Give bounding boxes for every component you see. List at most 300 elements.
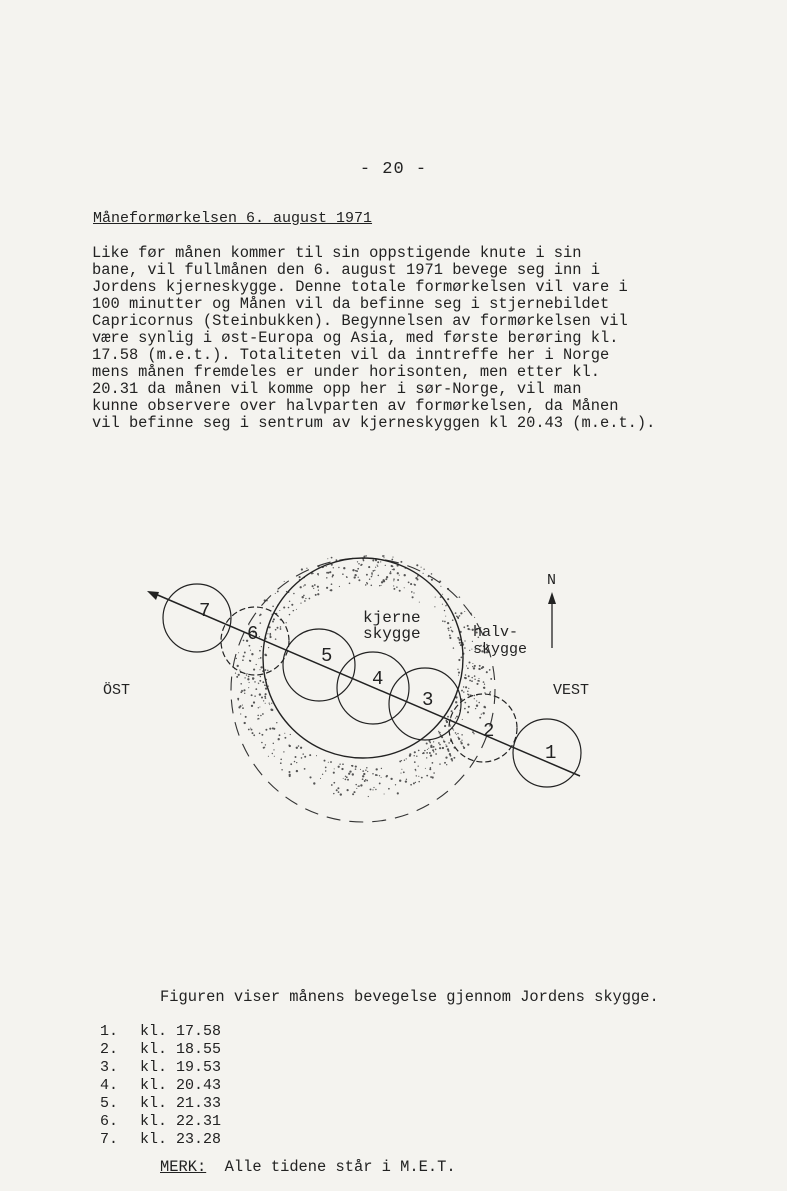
stipple-dot [465, 686, 467, 688]
stipple-dot [448, 750, 450, 752]
stipple-dot [365, 555, 367, 557]
stipple-dot [375, 789, 376, 790]
stipple-dot [345, 776, 346, 777]
stipple-dot [242, 659, 244, 661]
moon-label-7: 7 [199, 600, 211, 622]
umbra-circle [263, 558, 463, 758]
stipple-dot [376, 774, 378, 776]
stipple-dot [242, 690, 243, 691]
stipple-dot [249, 645, 251, 647]
stipple-dot [260, 676, 261, 677]
stipple-dot [345, 779, 347, 781]
stipple-dot [290, 734, 291, 735]
page-number: - 20 - [359, 160, 428, 179]
list-item-number: 5. [100, 1095, 119, 1112]
stipple-dot [430, 745, 432, 747]
stipple-dot [471, 680, 473, 682]
list-item-time: kl. 18.55 [140, 1041, 222, 1058]
stipple-dot [258, 707, 259, 708]
stipple-dot [235, 672, 236, 673]
stipple-dot [427, 749, 428, 750]
stipple-dot [467, 667, 469, 669]
eclipse-shadow-diagram [103, 548, 605, 823]
stipple-dot [463, 626, 465, 628]
stipple-dot [331, 784, 333, 786]
stipple-dot [362, 770, 364, 772]
stipple-dot [435, 749, 437, 751]
stipple-dot [331, 564, 333, 566]
stipple-dot [306, 568, 307, 569]
stipple-dot [442, 594, 443, 595]
stipple-dot [329, 571, 331, 573]
stipple-dot [392, 557, 393, 558]
stipple-dot [405, 780, 407, 782]
stipple-dot [474, 679, 475, 680]
stipple-dot [269, 728, 271, 730]
stipple-dot [264, 684, 266, 686]
stipple-dot [484, 684, 485, 685]
stipple-dot [284, 737, 286, 739]
stipple-dot [464, 647, 466, 649]
stipple-dot [259, 615, 260, 616]
stipple-dot [358, 563, 360, 565]
stipple-dot [259, 669, 260, 670]
stipple-dot [415, 577, 417, 579]
stipple-dot [446, 745, 448, 747]
stipple-dot [245, 716, 247, 718]
stipple-dot [403, 771, 405, 773]
stipple-dot [429, 768, 431, 770]
stipple-dot [399, 780, 401, 782]
stipple-dot [281, 769, 283, 771]
stipple-dot [313, 588, 314, 589]
stipple-dot [444, 725, 446, 727]
stipple-dot [334, 768, 335, 769]
stipple-dot [459, 596, 461, 598]
stipple-dot [332, 576, 334, 578]
stipple-dot [249, 682, 250, 683]
stipple-dot [418, 765, 419, 766]
stipple-dot [343, 778, 344, 779]
stipple-dot [457, 733, 458, 734]
stipple-dot [304, 756, 306, 758]
stipple-dot [457, 637, 459, 639]
stipple-dot [423, 752, 425, 754]
stipple-dot [370, 788, 372, 790]
stipple-dot [371, 576, 372, 577]
stipple-dot [348, 773, 350, 775]
stipple-dot [248, 687, 249, 688]
stipple-dot [430, 754, 432, 756]
stipple-dot [260, 666, 262, 668]
stipple-dot [248, 729, 250, 731]
stipple-dot [249, 660, 250, 661]
stipple-dot [434, 606, 435, 607]
stipple-dot [433, 741, 434, 742]
stipple-dot [260, 622, 262, 624]
stipple-dot [363, 556, 365, 558]
penumbra-label: skygge [473, 641, 528, 658]
stipple-dot [377, 561, 379, 563]
stipple-dot [481, 667, 483, 669]
stipple-dot [396, 586, 398, 588]
stipple-dot [439, 747, 441, 749]
stipple-dot [411, 591, 412, 592]
figure-caption: Figuren viser månens bevegelse gjennom Jordens skygge. [160, 988, 659, 1006]
stipple-dot [446, 764, 447, 765]
stipple-dot [257, 718, 258, 719]
stipple-dot [440, 734, 442, 736]
stipple-dot [476, 705, 478, 707]
stipple-dot [455, 717, 456, 718]
stipple-dot [314, 584, 316, 586]
list-item [100, 1041, 221, 1058]
stipple-dot [293, 610, 295, 612]
stipple-dot [445, 605, 446, 606]
stipple-dot [385, 565, 386, 566]
stipple-dot [447, 716, 449, 718]
stipple-dot [261, 734, 263, 736]
stipple-dot [257, 715, 259, 717]
stipple-dot [272, 621, 274, 623]
stipple-dot [333, 782, 335, 784]
stipple-dot [302, 753, 303, 754]
stipple-dot [317, 573, 319, 575]
stipple-dot [431, 746, 433, 748]
stipple-dot [360, 769, 361, 770]
stipple-dot [470, 629, 471, 630]
stipple-dot [363, 560, 365, 562]
list-item-time: kl. 23.28 [140, 1131, 222, 1148]
stipple-dot [442, 604, 443, 605]
stipple-dot [468, 694, 470, 696]
stipple-dot [280, 762, 282, 764]
stipple-dot [338, 791, 340, 793]
stipple-dot [474, 695, 475, 696]
stipple-dot [457, 616, 459, 618]
stipple-dot [435, 597, 436, 598]
stipple-dot [472, 731, 474, 733]
stipple-dot [264, 654, 266, 656]
stipple-dot [385, 578, 387, 580]
stipple-dot [352, 569, 354, 571]
body-line: Jordens kjerneskygge. Denne totale formørkelsen vil vare i [92, 278, 628, 296]
stipple-dot [265, 669, 267, 671]
stipple-dot [236, 658, 237, 659]
stipple-dot [386, 576, 388, 578]
stipple-dot [451, 758, 453, 760]
moon-label-6: 6 [247, 623, 259, 645]
stipple-dot [368, 566, 370, 568]
stipple-dot [413, 592, 414, 593]
moon-position-5 [283, 629, 355, 701]
body-line: mens månen fremdeles er under horisonten, men etter kl. [92, 363, 600, 381]
stipple-dot [284, 581, 285, 582]
stipple-dot [339, 763, 340, 764]
stipple-dot [453, 730, 454, 731]
stipple-dot [371, 585, 373, 587]
stipple-dot [469, 650, 470, 651]
stipple-dot [479, 717, 481, 719]
stipple-dot [265, 697, 267, 699]
stipple-dot [269, 636, 271, 638]
stipple-dot [247, 678, 249, 680]
stipple-dot [255, 688, 257, 690]
stipple-dot [412, 596, 414, 598]
stipple-dot [371, 574, 372, 575]
stipple-dot [259, 706, 260, 707]
stipple-dot [489, 669, 491, 671]
stipple-dot [378, 575, 380, 577]
stipple-dot [261, 646, 262, 647]
stipple-dot [467, 711, 469, 713]
stipple-dot [331, 583, 333, 585]
stipple-dot [276, 722, 277, 723]
list-item [100, 1077, 221, 1094]
stipple-dot [490, 691, 491, 692]
stipple-dot [316, 755, 317, 756]
stipple-dot [460, 612, 462, 614]
stipple-dot [273, 618, 275, 620]
stipple-dot [467, 625, 469, 627]
stipple-dot [277, 590, 279, 592]
stipple-dot [418, 750, 420, 752]
stipple-dot [404, 587, 405, 588]
stipple-dot [430, 767, 432, 769]
stipple-dot [391, 559, 393, 561]
stipple-dot [303, 586, 304, 587]
stipple-dot [322, 774, 323, 775]
stipple-dot [473, 667, 475, 669]
list-item [100, 1113, 221, 1130]
stipple-dot [258, 658, 259, 659]
stipple-dot [447, 622, 449, 624]
stipple-dot [458, 659, 460, 661]
stipple-dot [304, 584, 306, 586]
list-item-number: 7. [100, 1131, 119, 1148]
stipple-dot [469, 680, 471, 682]
stipple-dot [426, 757, 427, 758]
stipple-dot [450, 755, 452, 757]
stipple-dot [416, 775, 417, 776]
stipple-dot [238, 674, 240, 676]
stipple-dot [362, 775, 364, 777]
stipple-dot [458, 639, 460, 641]
stipple-dot [415, 782, 416, 783]
stipple-dot [251, 694, 253, 696]
stipple-dot [237, 665, 239, 667]
stipple-dot [263, 700, 264, 701]
stipple-dot [259, 650, 261, 652]
stipple-dot [274, 756, 275, 757]
stipple-dot [416, 564, 418, 566]
stipple-dot [451, 630, 453, 632]
stipple-dot [366, 767, 368, 769]
stipple-dot [486, 671, 488, 673]
stipple-dot [325, 770, 326, 771]
stipple-dot [349, 582, 351, 584]
stipple-dot [333, 772, 335, 774]
stipple-dot [367, 771, 368, 772]
stipple-dot [379, 775, 380, 776]
stipple-dot [426, 775, 428, 777]
stipple-dot [372, 560, 374, 562]
stipple-dot [290, 763, 292, 765]
moon-label-1: 1 [545, 742, 557, 764]
stipple-dot [440, 586, 441, 587]
stipple-dot [410, 784, 412, 786]
note [160, 1158, 456, 1176]
stipple-dot [327, 558, 328, 559]
stipple-dot [474, 675, 476, 677]
stipple-dot [286, 622, 287, 623]
stipple-dot [304, 600, 306, 602]
stipple-dot [299, 576, 301, 578]
east-label: ÖST [103, 682, 131, 699]
stipple-dot [317, 593, 319, 595]
stipple-dot [399, 760, 401, 762]
stipple-dot [269, 626, 271, 628]
stipple-dot [414, 755, 415, 756]
stipple-dot [355, 784, 356, 785]
stipple-dot [451, 760, 453, 762]
stipple-dot [443, 741, 445, 743]
stipple-dot [464, 640, 465, 641]
stipple-dot [289, 601, 290, 602]
stipple-dot [433, 772, 435, 774]
stipple-dot [305, 598, 306, 599]
stipple-dot [320, 778, 321, 779]
penumbra-label: halv- [473, 624, 519, 641]
stipple-dot [415, 769, 417, 771]
stipple-dot [296, 770, 298, 772]
stipple-dot [253, 669, 255, 671]
stipple-dot [275, 629, 277, 631]
stipple-dot [265, 703, 266, 704]
stipple-dot [476, 700, 477, 701]
stipple-dot [474, 665, 476, 667]
stipple-dot [278, 738, 280, 740]
stipple-dot [474, 698, 475, 699]
stipple-dot [258, 718, 260, 720]
stipple-dot [397, 792, 399, 794]
stipple-dot [424, 750, 425, 751]
stipple-dot [457, 669, 458, 670]
stipple-dot [336, 789, 338, 791]
stipple-dot [429, 742, 431, 744]
stipple-dot [259, 733, 261, 735]
stipple-dot [450, 725, 451, 726]
list-item [100, 1131, 221, 1148]
stipple-dot [393, 580, 394, 581]
stipple-dot [251, 705, 253, 707]
stipple-dot [481, 714, 482, 715]
stipple-dot [389, 572, 391, 574]
stipple-dot [444, 610, 445, 611]
north-label: N [547, 572, 557, 589]
stipple-dot [263, 747, 265, 749]
stipple-dot [418, 776, 419, 777]
stipple-dot [393, 568, 395, 570]
body-line: Capricornus (Steinbukken). Begynnelsen av formørkelsen vil [92, 312, 628, 330]
stipple-dot [443, 740, 444, 741]
stipple-dot [371, 572, 373, 574]
list-item [100, 1059, 221, 1076]
stipple-dot [450, 627, 451, 628]
stipple-dot [301, 568, 303, 570]
stipple-dot [236, 676, 238, 678]
stipple-dot [258, 683, 259, 684]
stipple-dot [442, 620, 444, 622]
stipple-dot [259, 636, 260, 637]
list-item-number: 3. [100, 1059, 119, 1076]
stipple-dot [342, 573, 344, 575]
stipple-dot [381, 777, 382, 778]
moon-position-7 [163, 584, 231, 652]
stipple-dot [283, 751, 284, 752]
stipple-dot [448, 742, 450, 744]
article-title: Måneformørkelsen 6. august 1971 [93, 210, 373, 227]
list-item-time: kl. 22.31 [140, 1113, 222, 1130]
stipple-dot [414, 584, 415, 585]
stipple-dot [286, 591, 287, 592]
stipple-dot [432, 749, 434, 751]
list-item-time: kl. 19.53 [140, 1059, 222, 1076]
stipple-dot [406, 779, 407, 780]
body-line: vil befinne seg i sentrum av kjerneskyggen kl 20.43 (m.e.t.). [92, 414, 656, 432]
stipple-dot [283, 606, 285, 608]
stipple-dot [240, 713, 241, 714]
stipple-dot [340, 793, 342, 795]
body-line: 100 minutter og Månen vil da befinne seg i stjernebildet [92, 295, 610, 313]
stipple-dot [393, 588, 395, 590]
stipple-dot [289, 774, 291, 776]
stipple-dot [483, 681, 485, 683]
stipple-dot [442, 747, 444, 749]
stipple-dot [289, 745, 291, 747]
stipple-dot [397, 579, 399, 581]
stipple-dot [338, 567, 339, 568]
stipple-dot [331, 557, 333, 559]
stipple-dot [363, 773, 365, 775]
stipple-dot [265, 729, 267, 731]
stipple-dot [339, 586, 340, 587]
stipple-dot [476, 683, 478, 685]
stipple-dot [242, 707, 244, 709]
stipple-dot [259, 693, 261, 695]
stipple-dot [421, 777, 423, 779]
stipple-dot [483, 712, 485, 714]
stipple-dot [365, 769, 366, 770]
stipple-dot [358, 786, 359, 787]
stipple-dot [475, 708, 476, 709]
stipple-dot [381, 581, 383, 583]
stipple-dot [301, 757, 303, 759]
stipple-dot [468, 688, 469, 689]
stipple-dot [358, 577, 359, 578]
stipple-dot [341, 768, 343, 770]
stipple-dot [458, 672, 460, 674]
stipple-dot [244, 693, 245, 694]
stipple-dot [461, 742, 463, 744]
stipple-dot [461, 690, 463, 692]
stipple-dot [315, 594, 317, 596]
stipple-dot [280, 626, 281, 627]
stipple-dot [444, 621, 446, 623]
stipple-dot [330, 589, 332, 591]
stipple-dot [466, 665, 467, 666]
stipple-dot [294, 761, 296, 763]
